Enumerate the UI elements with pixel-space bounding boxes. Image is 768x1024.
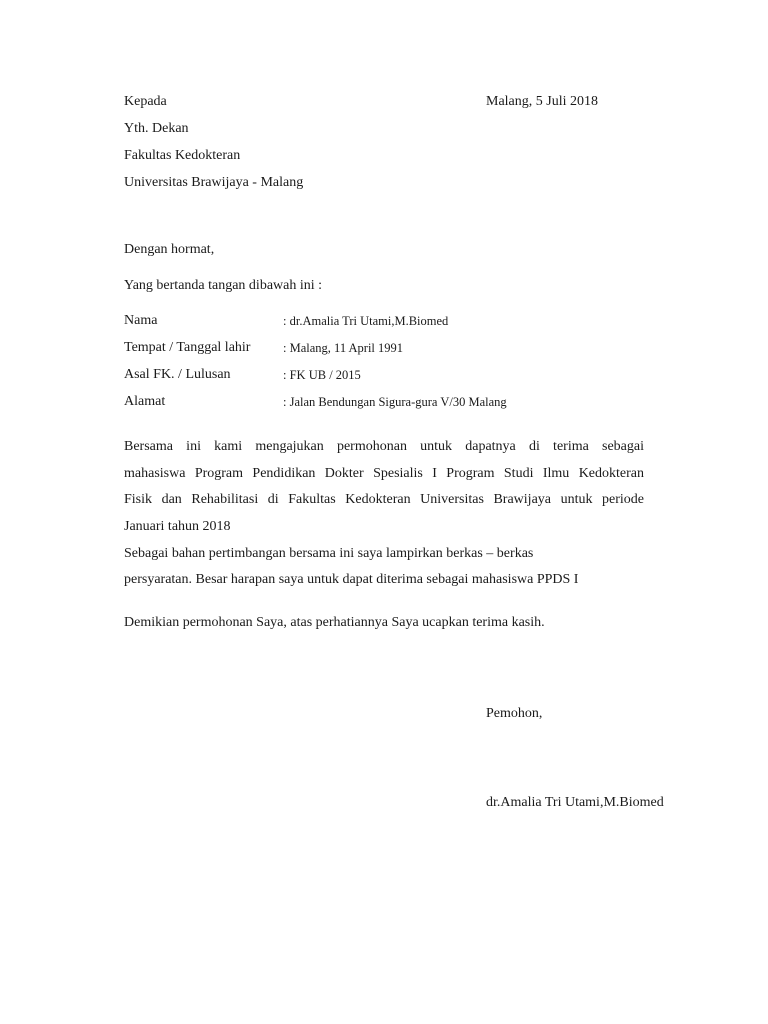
attachment-line: Sebagai bahan pertimbangan bersama ini saya lampirkan berkas – berkas: [124, 546, 534, 561]
place-date: Malang, 5 Juli 2018: [486, 94, 598, 109]
field-value-ttl: : Malang, 11 April 1991: [283, 341, 404, 355]
field-label-nama: Nama: [124, 313, 158, 328]
body-line: mahasiswa Program Pendidikan Dokter Spesialis I Program Studi Ilmu Kedokteran: [124, 465, 644, 481]
field-value-nama: : dr.Amalia Tri Utami,M.Biomed: [283, 314, 449, 328]
body-line: Bersama ini kami mengajukan permohonan untuk dapatnya di terima sebagai: [124, 439, 644, 454]
recipient-title: Yth. Dekan: [124, 121, 189, 136]
recipient-university: Universitas Brawijaya - Malang: [124, 175, 304, 190]
field-value-asal: : FK UB / 2015: [283, 368, 361, 382]
attachment-line: persyaratan. Besar harapan saya untuk dapat diterima sebagai mahasiswa PPDS I: [124, 572, 579, 587]
greeting: Dengan hormat,: [124, 242, 215, 257]
field-label-asal: Asal FK. / Lulusan: [124, 367, 231, 382]
body-line: Januari tahun 2018: [124, 518, 231, 534]
recipient-to: Kepada: [124, 94, 167, 109]
signer-name: dr.Amalia Tri Utami,M.Biomed: [486, 795, 664, 810]
recipient-faculty: Fakultas Kedokteran: [124, 148, 241, 163]
body-line: Fisik dan Rehabilitasi di Fakultas Kedokteran Universitas Brawijaya untuk periode: [124, 492, 644, 507]
intro-text: Yang bertanda tangan dibawah ini :: [124, 278, 323, 293]
body-paragraph: [124, 434, 644, 540]
field-label-ttl: Tempat / Tanggal lahir: [124, 340, 251, 355]
field-label-alamat: Alamat: [124, 394, 166, 409]
field-value-alamat: : Jalan Bendungan Sigura-gura V/30 Malang: [283, 395, 507, 409]
signoff: Pemohon,: [486, 706, 543, 721]
closing-text: Demikian permohonan Saya, atas perhatiannya Saya ucapkan terima kasih.: [124, 615, 545, 630]
